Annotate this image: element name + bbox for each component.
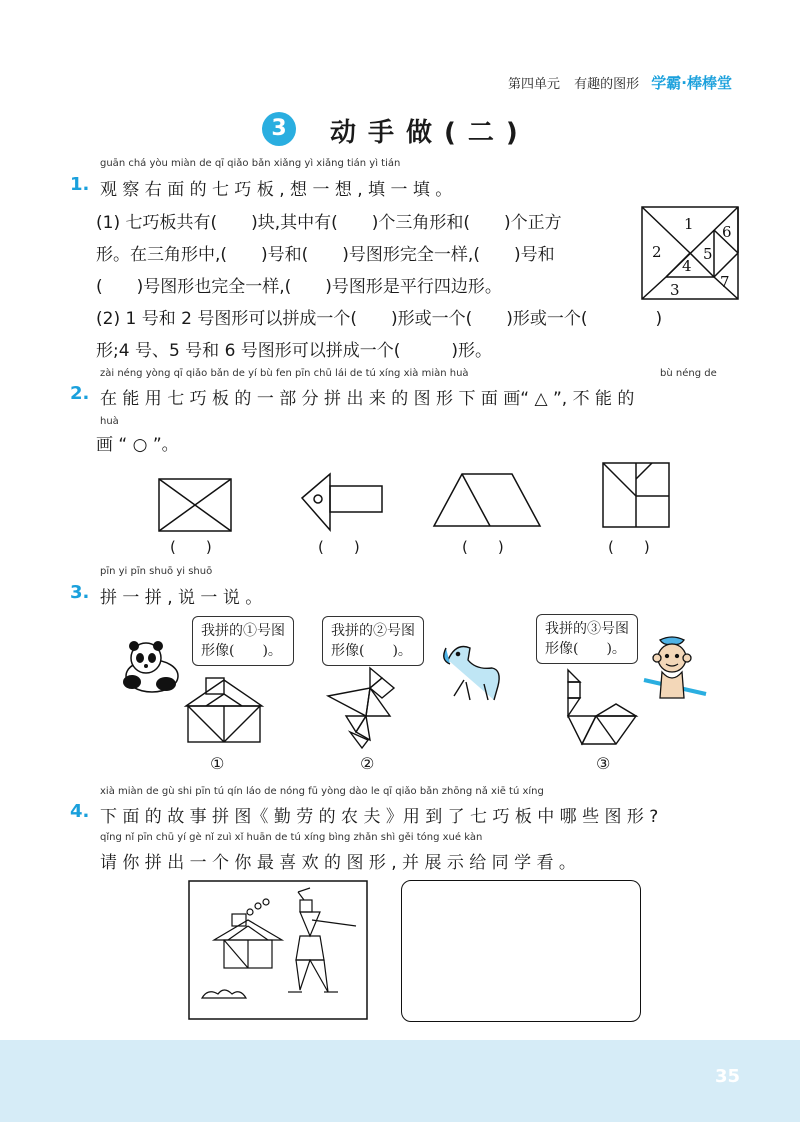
q2-shape-square [602,462,670,528]
q1-line5: 形;4 号、5 号和 6 号图形可以拼成一个( )形。 [96,341,493,361]
lesson-title: 动手做(二) [330,118,530,148]
tangram-label-4: 4 [682,257,692,275]
q2-blank-2[interactable]: ( ) [318,538,360,556]
shape-label-1: ① [210,754,225,773]
q1-line2: 形。在三角形中,( )号和( )号图形完全一样,( )号和 [96,245,555,265]
q4-pinyin-2: qǐng nǐ pīn chū yí gè nǐ zuì xǐ huān de tú xíng bìng zhǎn shì gěi tóng xué kàn [100,832,483,843]
bubble-3-line1: 我拼的③号图 [545,621,629,637]
q2-shape-arrow [300,472,384,534]
q2-blank-1[interactable]: ( ) [170,538,212,556]
tangram-swan [556,668,638,746]
q3-pinyin: pīn yi pīn shuō yi shuō [100,566,213,577]
q4-pinyin-1: xià miàn de gù shi pīn tú qín láo de nóng fū yòng dào le qī qiǎo bǎn zhōng nǎ xiē tú xíng [100,786,544,797]
tangram-label-5: 5 [703,245,713,263]
q2-shape-bowtie [158,478,232,532]
q1-line4: (2) 1 号和 2 号图形可以拼成一个( )形或一个( )形或一个( ) [96,309,663,329]
page-number: 35 [714,1066,740,1087]
page-header [508,72,732,93]
bubble-1-line1: 我拼的①号图 [201,623,285,639]
q3-number: 3. [70,582,90,603]
q2-stem-1: 在 能 用 七 巧 板 的 一 部 分 拼 出 来 的 图 形 下 面 画“ △ ”, 不 能 的 [100,389,635,409]
shape-label-2: ② [360,754,375,773]
q4-number: 4. [70,801,90,822]
tangram-label-2: 2 [652,243,662,261]
q1-pinyin: guān chá yòu miàn de qī qiǎo bǎn xiǎng yì xiǎng tián yì tián [100,158,401,169]
horse-illustration [436,640,506,704]
q2-blank-4[interactable]: ( ) [608,538,650,556]
q2-number: 2. [70,383,90,404]
bubble-3-line2[interactable]: 形像( )。 [545,641,626,657]
monkey-illustration [640,636,710,710]
farmer-story-picture [188,880,368,1020]
panda-illustration [116,638,182,694]
q1-stem: 观 察 右 面 的 七 巧 板 , 想 一 想 , 填 一 填 。 [100,180,453,200]
topic-label: 有趣的图形 [574,77,640,92]
drawing-area[interactable] [401,880,641,1022]
bubble-2-line2[interactable]: 形像( )。 [331,643,412,659]
footer-band [0,1040,800,1122]
speech-bubble-1 [192,616,294,666]
q4-stem-2: 请 你 拼 出 一 个 你 最 喜 欢 的 图 形 , 并 展 示 给 同 学 看 。 [100,853,576,873]
q2-pinyin-3: huà [100,416,119,427]
q1-line1: (1) 七巧板共有( )块,其中有( )个三角形和( )个正方 [96,213,562,233]
shape-label-3: ③ [596,754,611,773]
q2-pinyin-1: zài néng yòng qī qiǎo bǎn de yí bù fen pīn chū lái de tú xíng xià miàn huà [100,368,469,379]
speech-bubble-2 [322,616,424,666]
q2-shape-trapezoid [432,472,542,528]
tangram-diagram [640,205,740,301]
tangram-house [184,676,264,744]
unit-label: 第四单元 [507,77,560,92]
tangram-label-3: 3 [670,281,680,299]
bubble-2-line1: 我拼的②号图 [331,623,415,639]
q4-stem-1: 下 面 的 故 事 拼 图《 勤 劳 的 农 夫 》用 到 了 七 巧 板 中 哪 些 图 形 ? [100,807,659,827]
tangram-bird [326,666,406,750]
tangram-label-1: 1 [684,215,694,233]
lesson-number-badge: 3 [262,112,296,146]
q2-pinyin-2: bù néng de [660,368,717,379]
speech-bubble-3 [536,614,638,664]
q1-number: 1. [70,174,90,195]
tangram-label-7: 7 [720,273,730,291]
q2-blank-3[interactable]: ( ) [462,538,504,556]
q2-stem-2: 画 “ ○ ”。 [96,435,179,455]
q1-line3: ( )号图形也完全一样,( )号图形是平行四边形。 [96,277,502,297]
brand-logo: 学霸·棒棒堂 [651,74,732,92]
tangram-label-6: 6 [722,223,732,241]
bubble-1-line2[interactable]: 形像( )。 [201,643,282,659]
q3-stem: 拼 一 拼 , 说 一 说 。 [100,588,263,608]
